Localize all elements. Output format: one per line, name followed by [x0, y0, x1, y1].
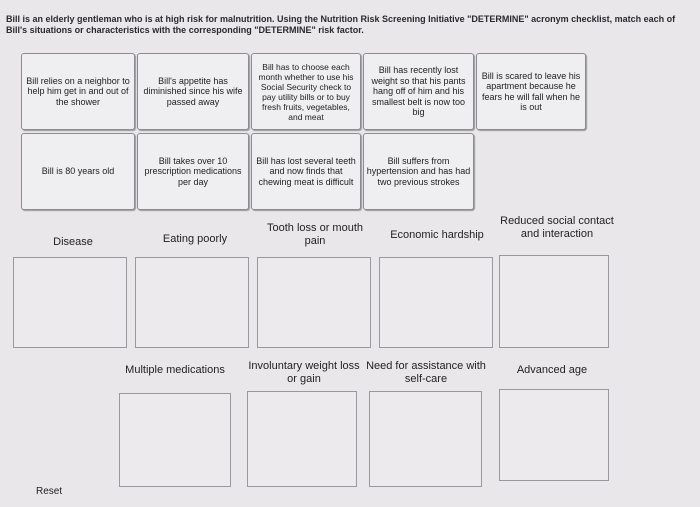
card-medications[interactable]: Bill takes over 10 prescription medications per day: [137, 133, 249, 210]
target-label-reduced-social: Reduced social contact and interaction: [500, 215, 614, 240]
target-label-disease: Disease: [53, 236, 93, 248]
card-appetite[interactable]: Bill's appetite has diminished since his wife passed away: [137, 53, 249, 130]
target-label-involuntary-weight: Involuntary weight loss or gain: [248, 360, 360, 385]
dropzone-multiple-medications[interactable]: [119, 393, 231, 487]
card-teeth[interactable]: Bill has lost several teeth and now finds that chewing meat is difficult: [251, 133, 361, 210]
target-label-advanced-age: Advanced age: [516, 364, 588, 376]
target-label-self-care: Need for assistance with self-care: [366, 360, 486, 385]
card-weight-loss[interactable]: Bill has recently lost weight so that his pants hang off of him and his smallest belt is now too big: [363, 53, 474, 130]
reset-button[interactable]: Reset: [36, 486, 63, 497]
dropzone-tooth-loss[interactable]: [257, 257, 371, 348]
dropzone-self-care[interactable]: [369, 391, 482, 487]
card-age[interactable]: Bill is 80 years old: [21, 133, 135, 210]
dropzone-eating-poorly[interactable]: [135, 257, 249, 348]
card-shower-help[interactable]: Bill relies on a neighbor to help him get in and out of the shower: [21, 53, 135, 130]
dropzone-involuntary-weight[interactable]: [247, 391, 357, 487]
card-scared-fall[interactable]: Bill is scared to leave his apartment because he fears he will fall when he is out: [476, 53, 586, 130]
target-label-eating-poorly: Eating poorly: [162, 233, 228, 245]
instructions-text: Bill is an elderly gentleman who is at high risk for malnutrition. Using the Nutrition Risk Screening Initiative "DETERMINE" acronym checklist, match each of Bill's situations or characteristics with the corresponding "DETERMINE" risk factor.: [6, 14, 676, 35]
card-social-security[interactable]: Bill has to choose each month whether to use his Social Security check to pay utility bills or to buy fresh fruits, vegetables, and meat: [251, 53, 361, 130]
dropzone-reduced-social[interactable]: [499, 255, 609, 348]
dropzone-economic-hardship[interactable]: [379, 257, 493, 348]
dropzone-disease[interactable]: [13, 257, 127, 348]
target-label-multiple-medications: Multiple medications: [125, 364, 225, 376]
dropzone-advanced-age[interactable]: [499, 389, 609, 481]
card-hypertension[interactable]: Bill suffers from hypertension and has had two previous strokes: [363, 133, 474, 210]
target-label-economic-hardship: Economic hardship: [390, 229, 484, 241]
target-label-tooth-loss: Tooth loss or mouth pain: [267, 222, 363, 247]
